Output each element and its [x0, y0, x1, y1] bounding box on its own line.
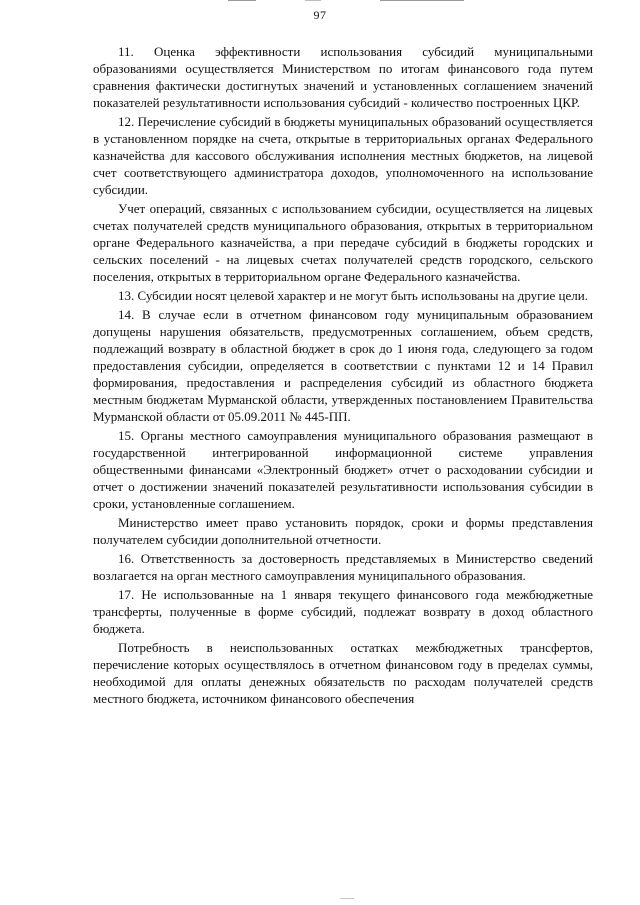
paragraph-16: 16. Ответственность за достоверность представляемых в Министерство сведений возлагается на орган местного самоуправления муниципального образования.: [93, 551, 593, 583]
scan-artifact: [228, 0, 256, 1]
scan-artifact: [305, 0, 321, 1]
paragraph-11: 11. Оценка эффективности использования субсидий муниципальными образованиями осуществляется Министерством по итогам финансового года путем сравнения фактически достигнутых значений и установленных соглашением значений показателей результативности использования субсидий - количество построенных ЦКР.: [93, 44, 593, 110]
paragraph-17: 17. Не использованные на 1 января текущего финансового года межбюджетные трансферты, полученные в форме субсидий, подлежат возврату в доход областного бюджета.: [93, 587, 593, 636]
page-number: 97: [313, 8, 327, 22]
paragraph-15: 15. Органы местного самоуправления муниципального образования размещают в государственной интегрированной информационной системе управления общественными финансами «Электронный бюджет» отчет о расходовании субсидии и отчет о достижении значений показателей результативности использования субсидии в сроки, установленные соглашением.: [93, 428, 593, 511]
paragraph-14: 14. В случае если в отчетном финансовом году муниципальным образованием допущены нарушения обязательств, предусмотренных соглашением, объем средств, подлежащий возврату в областной бюджет в срок до 1 июня года, следующего за годом предоставления субсидии, определяется в соответствии с пунктами 12 и 14 Правил формирования, предоставления и распределения субсидий из областного бюджета местным бюджетам Мурманской области, утвержденных постановлением Правительства Мурманской области от 05.09.2011 № 445-ПП.: [93, 307, 593, 424]
paragraph-12: 12. Перечисление субсидий в бюджеты муниципальных образований осуществляется в установленном порядке на счета, открытые в территориальных органах Федерального казначейства для кассового обслуживания исполнения местных бюджетов, на лицевой счет соответствующего администратора доходов, уполномоченного на использование субсидии.: [93, 114, 593, 197]
scan-artifact: [380, 0, 464, 1]
paragraph-12-accounting: Учет операций, связанных с использованием субсидии, осуществляется на лицевых счетах получателей средств муниципального образования, открытых в территориальном органе Федерального казначейства, а при передаче субсидий в бюджеты городских и сельских поселений - на лицевых счетах получателей средств городского, сельского поселения, открытых в территориальном органе Федерального казначейства.: [93, 201, 593, 284]
paragraph-13: 13. Субсидии носят целевой характер и не могут быть использованы на другие цели.: [118, 288, 588, 303]
paragraph-15-reporting: Министерство имеет право установить порядок, сроки и формы представления получателем субсидии дополнительной отчетности.: [93, 515, 593, 547]
paragraph-17-need: Потребность в неиспользованных остатках межбюджетных трансфертов, перечисление которых осуществлялось в отчетном финансовом году в пределах суммы, необходимой для оплаты денежных обязательств по расходам получателей средств местного бюджета, источником финансового обеспечения: [93, 640, 593, 706]
document-body: [93, 43, 593, 709]
scan-artifact: [340, 898, 354, 899]
